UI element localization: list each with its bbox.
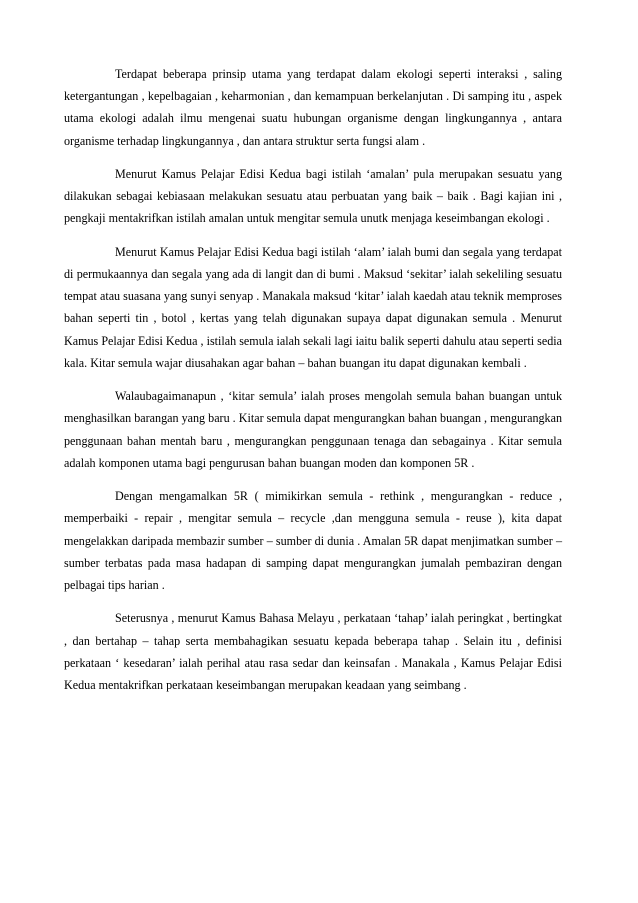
paragraph-ecology-principles: Terdapat beberapa prinsip utama yang terdapat dalam ekologi seperti interaksi , saling ketergantungan , kepelbagaian , keharmonian , dan kemampuan berkelanjutan . Di samping itu , aspek utama ekologi adalah ilmu mengenai suatu hubungan organisme dengan lingkungannya , antara organisme terhadap lingkungannya , dan antara struktur serta fungsi alam . [64,67,562,148]
paragraph-alam-sekitar-definition: Menurut Kamus Pelajar Edisi Kedua bagi istilah ‘alam’ ialah bumi dan segala yang terdapat di permukaannya dan segala yang ada di langit dan di bumi . Maksud ‘sekitar’ ialah sekeliling sesuatu tempat atau suasana yang sunyi senyap . Manakala maksud ‘kitar’ ialah kaedah atau teknik memproses bahan seperti tin , botol , kertas yang telah digunakan supaya dapat digunakan semula . Menurut Kamus Pelajar Edisi Kedua , istilah semula ialah sekali lagi iaitu balik seperti dahulu atau seperti sedia kala. Kitar semula wajar diusahakan agar bahan – bahan buangan itu dapat digunakan kembali . [64,244,562,370]
document-page [64,63,562,707]
paragraph-amalan-definition: Menurut Kamus Pelajar Edisi Kedua bagi istilah ‘amalan’ pula merupakan sesuatu yang dilakukan sebagai kebiasaan melakukan sesuatu atau perbuatan yang baik – baik . Bagi kajian ini , pengkaji mentakrifkan istilah amalan untuk mengitar semula unutk menjaga keseimbangan ekologi . [64,167,562,226]
paragraph-tahap-kesedaran: Seterusnya , menurut Kamus Bahasa Melayu , perkataan ‘tahap’ ialah peringkat , bertingkat , dan bertahap – tahap serta membahagikan sesuatu kepada beberapa tahap . Selain itu , definisi perkataan ‘ kesedaran’ ialah perihal atau rasa sedar dan keinsafan . Manakala , Kamus Pelajar Edisi Kedua mentakrifkan perkataan keseimbangan merupakan keadaan yang seimbang . [64,611,562,693]
paragraph-5r-practice: Dengan mengamalkan 5R ( mimikirkan semula - rethink , mengurangkan - reduce , memperbaiki - repair , mengitar semula – recycle ,dan mengguna semula - reuse ), kita dapat mengelakkan daripada membazir sumber – sumber di dunia . Amalan 5R dapat menjimatkan sumber – sumber terbatas pada masa hadapan di samping dapat mengurangkan jumalah pembaziran dengan pelbagai tips harian . [64,489,562,593]
paragraph-kitar-semula: Walaubagaimanapun , ‘kitar semula’ ialah proses mengolah semula bahan buangan untuk menghasilkan barangan yang baru . Kitar semula dapat mengurangkan bahan buangan , mengurangkan penggunaan bahan mentah baru , mengurangkan penggunaan tenaga dan sebagainya . Kitar semula adalah komponen utama bagi pengurusan bahan buangan moden dan komponen 5R . [64,389,562,470]
